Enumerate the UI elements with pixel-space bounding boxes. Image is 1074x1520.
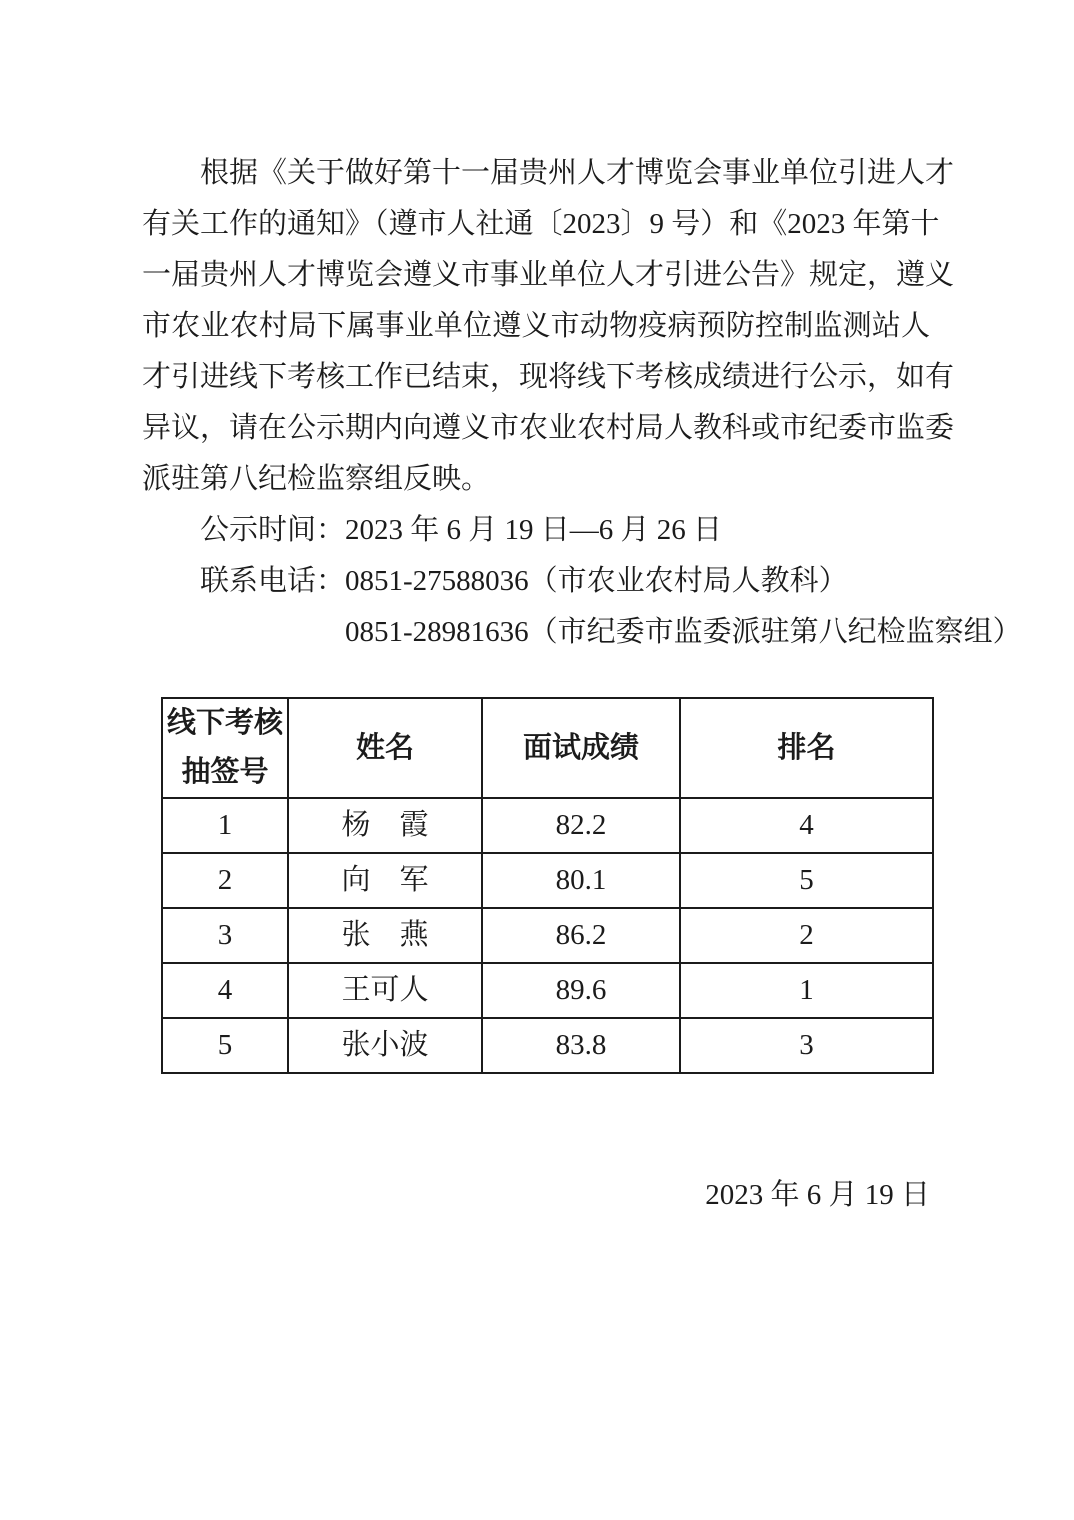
cell-score: 82.2 — [482, 798, 680, 853]
cell-score: 89.6 — [482, 963, 680, 1018]
col-header-lottery-line1: 线下考核 — [166, 707, 283, 739]
score-table — [161, 697, 934, 1074]
paragraph-line: 有关工作的通知》（遵市人社通〔2023〕9 号）和《2023 年第十 — [142, 208, 940, 240]
contact-phone-line-2: 0851-28981636（市纪委市监委派驻第八纪检监察组） — [345, 616, 1022, 648]
sign-date: 2023 年 6 月 19 日 — [705, 1179, 930, 1211]
cell-rank: 5 — [680, 853, 933, 908]
cell-name: 王可人 — [288, 963, 482, 1018]
cell-name: 张小波 — [288, 1018, 482, 1073]
paragraph-line: 市农业农村局下属事业单位遵义市动物疫病预防控制监测站人 — [142, 310, 930, 342]
cell-rank: 1 — [680, 963, 933, 1018]
table-row — [162, 853, 933, 908]
announcement-paragraph — [142, 148, 955, 505]
paragraph-line: 才引进线下考核工作已结束，现将线下考核成绩进行公示，如有 — [142, 361, 955, 393]
paragraph-line: 派驻第八纪检监察组反映。 — [142, 463, 491, 495]
cell-lottery-no: 5 — [162, 1018, 288, 1073]
table-row — [162, 1018, 933, 1073]
cell-lottery-no: 3 — [162, 908, 288, 963]
cell-rank: 3 — [680, 1018, 933, 1073]
col-header-interview-score: 面试成绩 — [482, 698, 680, 798]
cell-name: 张 燕 — [288, 908, 482, 963]
cell-lottery-no: 2 — [162, 853, 288, 908]
table-row — [162, 908, 933, 963]
col-header-lottery-line2: 抽签号 — [181, 756, 269, 788]
col-header-lottery-number — [162, 698, 288, 798]
table-header-row — [162, 698, 933, 798]
paragraph-line: 一届贵州人才博览会遵义市事业单位人才引进公告》规定，遵义 — [142, 259, 955, 291]
col-header-name: 姓名 — [288, 698, 482, 798]
cell-score: 86.2 — [482, 908, 680, 963]
cell-score: 83.8 — [482, 1018, 680, 1073]
cell-score: 80.1 — [482, 853, 680, 908]
cell-rank: 4 — [680, 798, 933, 853]
publicity-time-line: 公示时间：2023 年 6 月 19 日—6 月 26 日 — [200, 514, 723, 546]
cell-lottery-no: 1 — [162, 798, 288, 853]
cell-name: 向 军 — [288, 853, 482, 908]
contact-phone-line-1: 联系电话：0851-27588036（市农业农村局人教科） — [200, 565, 848, 597]
paragraph-line: 根据《关于做好第十一届贵州人才博览会事业单位引进人才 — [200, 157, 955, 189]
cell-name: 杨 霞 — [288, 798, 482, 853]
cell-lottery-no: 4 — [162, 963, 288, 1018]
table-row — [162, 963, 933, 1018]
paragraph-line: 异议，请在公示期内向遵义市农业农村局人教科或市纪委市监委 — [142, 412, 955, 444]
table-row — [162, 798, 933, 853]
col-header-rank: 排名 — [680, 698, 933, 798]
cell-rank: 2 — [680, 908, 933, 963]
